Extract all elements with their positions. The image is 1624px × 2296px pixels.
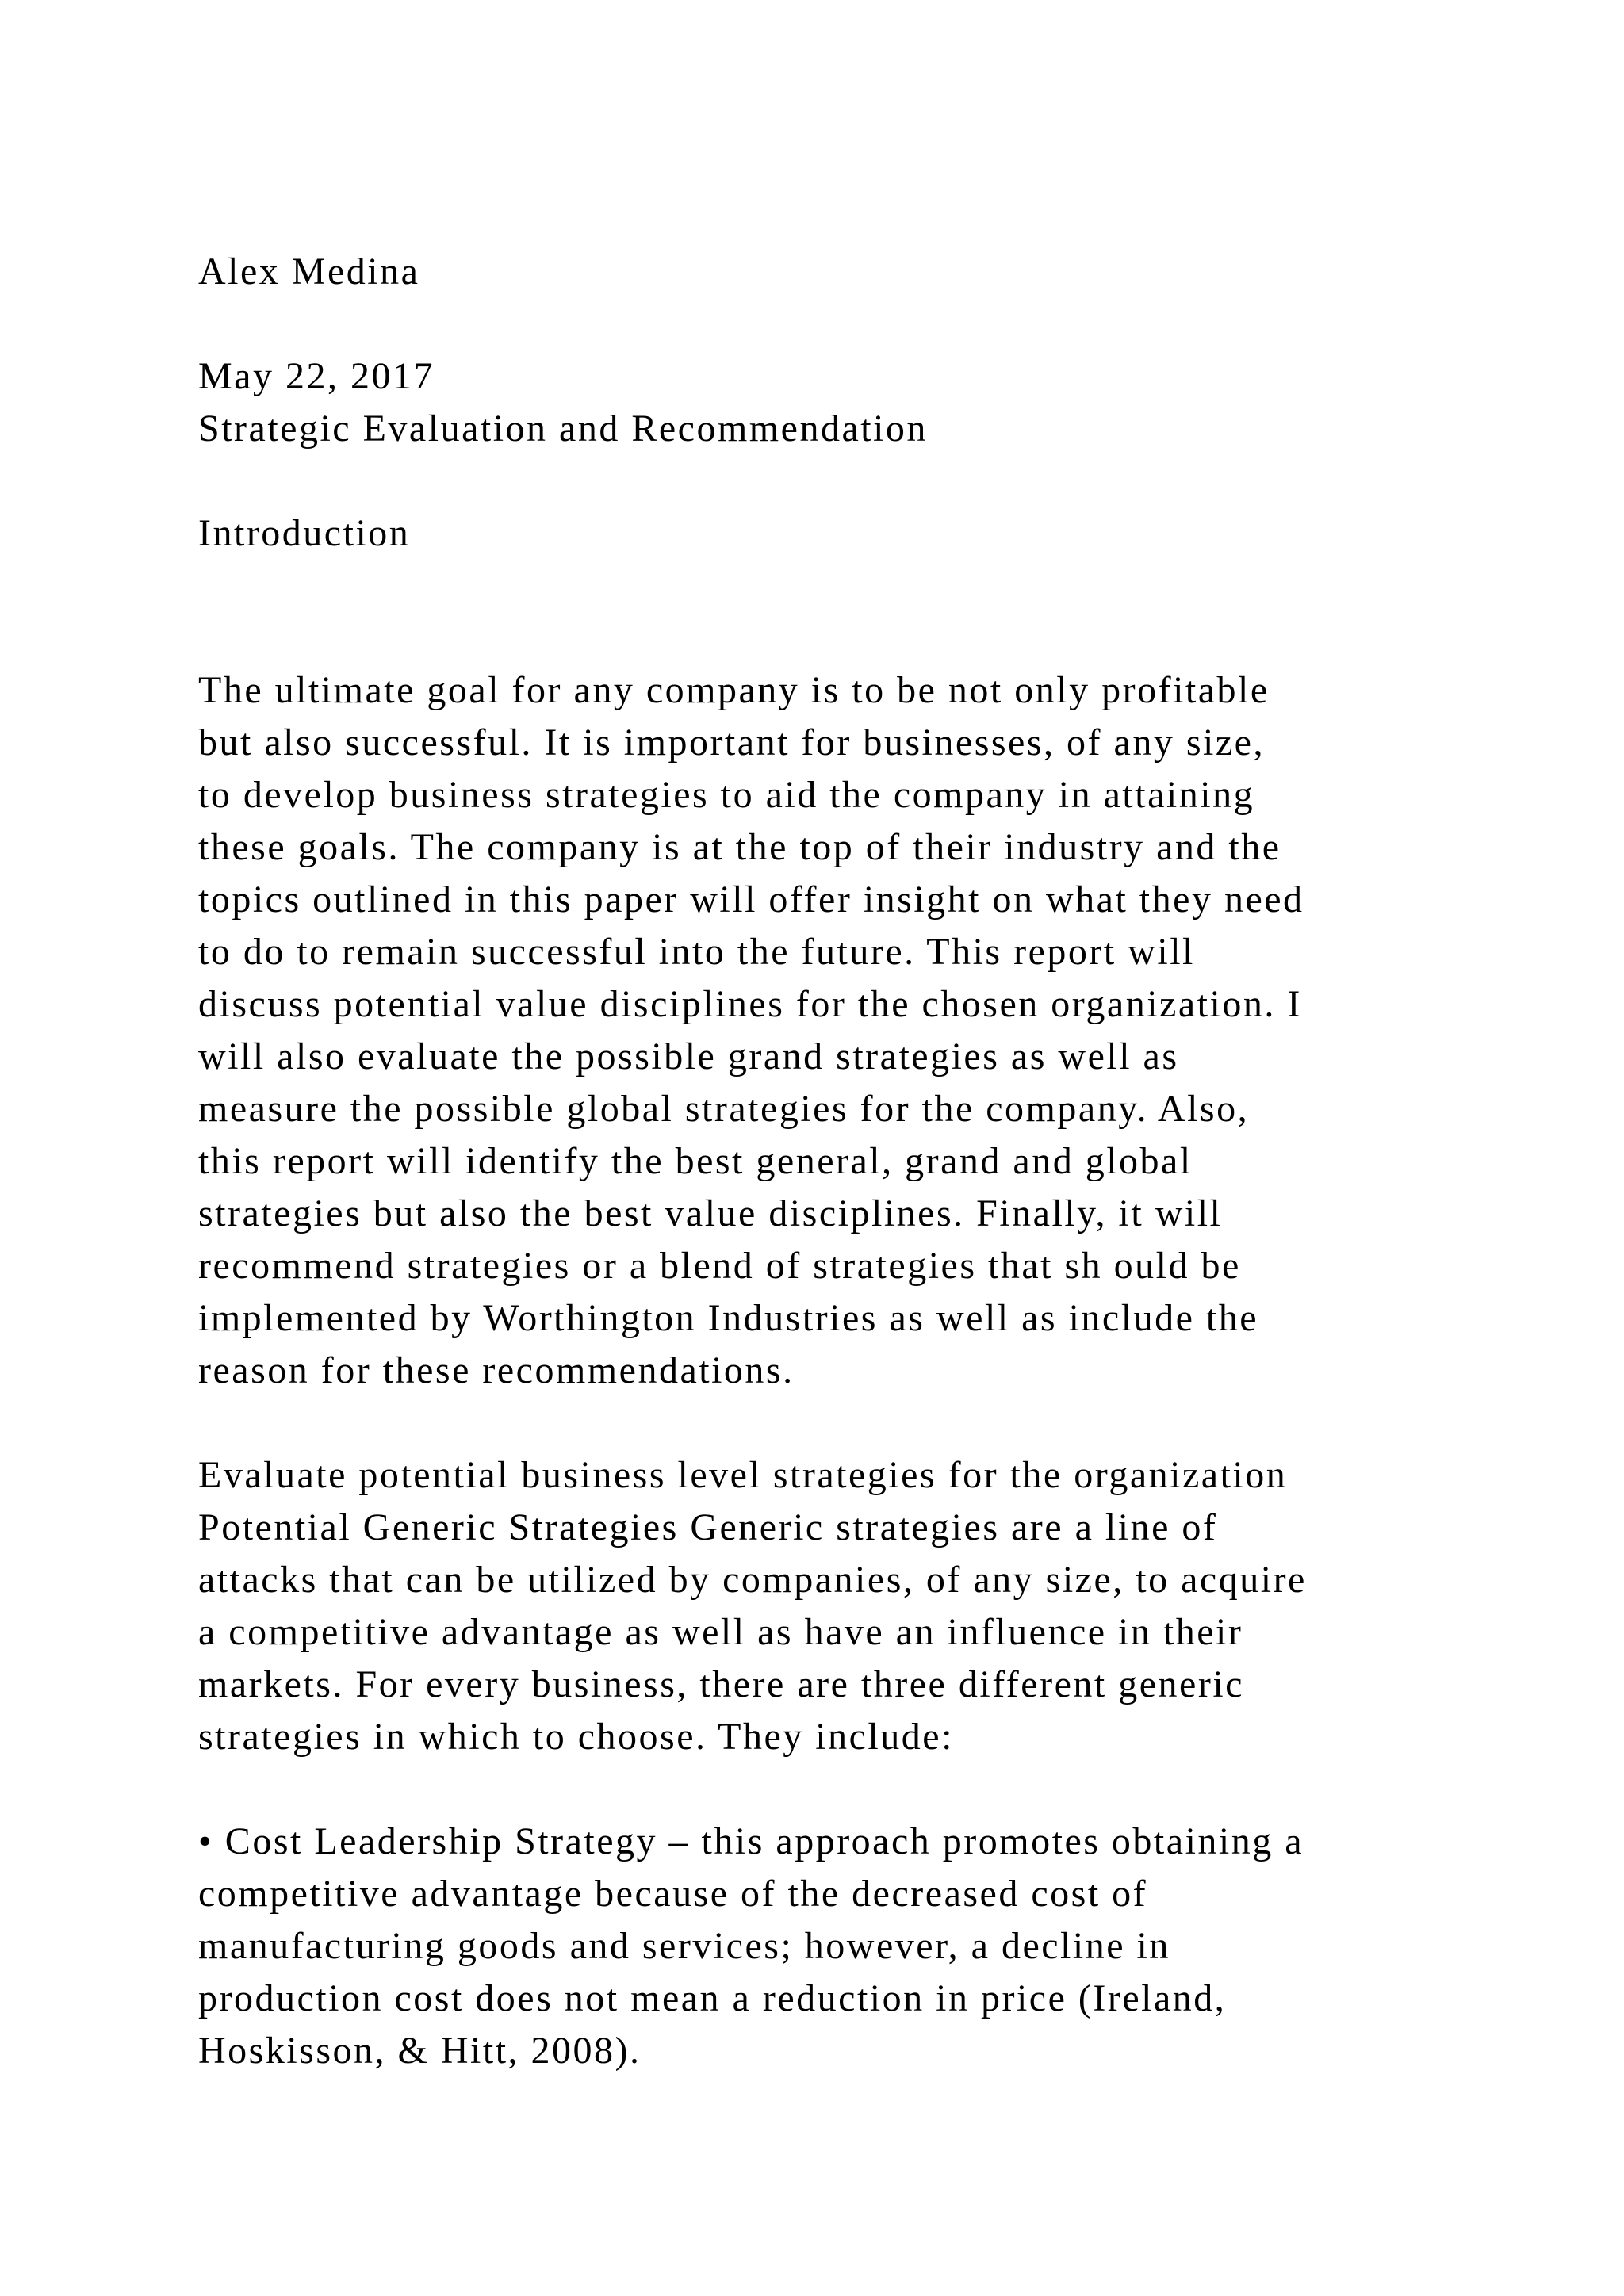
bullet-line: • Cost Leadership Strategy – this approach promotes obtaining a (198, 1820, 1304, 1862)
bullet-line: production cost does not mean a reduction in price (Ireland, (198, 1977, 1227, 2019)
introduction-paragraph (198, 664, 1530, 1397)
paragraph-line: Evaluate potential business level strategies for the organization (198, 1454, 1288, 1496)
paragraph-line: measure the possible global strategies for the company. Also, (198, 1088, 1250, 1130)
paragraph-line: a competitive advantage as well as have an influence in their (198, 1611, 1243, 1653)
paragraph-line: strategies in which to choose. They include: (198, 1716, 954, 1758)
paragraph-line: strategies but also the best value disciplines. Finally, it will (198, 1192, 1223, 1234)
paragraph-line: this report will identify the best general, grand and global (198, 1140, 1193, 1182)
paragraph-line: implemented by Worthington Industries as well as include the (198, 1297, 1259, 1339)
paragraph-line: The ultimate goal for any company is to be not only profitable (198, 669, 1270, 711)
document-date: May 22, 2017 (198, 355, 435, 397)
spacer (198, 560, 1530, 664)
paragraph-line: will also evaluate the possible grand strategies as well as (198, 1035, 1179, 1077)
paragraph-line: discuss potential value disciplines for the chosen organization. I (198, 983, 1302, 1025)
paragraph-line: but also successful. It is important for businesses, of any size, (198, 721, 1265, 763)
paragraph-line: attacks that can be utilized by companies, of any size, to acquire (198, 1559, 1307, 1601)
bullet-line: Hoskisson, & Hitt, 2008). (198, 2030, 642, 2072)
bullet-line: manufacturing goods and services; however, a decline in (198, 1925, 1170, 1967)
author-name: Alex Medina (198, 251, 420, 293)
document-body (198, 246, 1530, 2077)
paragraph-line: to develop business strategies to aid the company in attaining (198, 774, 1255, 816)
introduction-heading: Introduction (198, 512, 411, 554)
paragraph-line: Potential Generic Strategies Generic strategies are a line of (198, 1506, 1218, 1548)
spacer (198, 298, 1530, 350)
paragraph-line: markets. For every business, there are three different generic (198, 1663, 1244, 1705)
paragraph-line: topics outlined in this paper will offer insight on what they need (198, 878, 1304, 920)
paragraph-line: these goals. The company is at the top of their industry and the (198, 826, 1281, 868)
bullet-line: competitive advantage because of the decreased cost of (198, 1873, 1148, 1915)
paragraph-line: to do to remain successful into the future. This report will (198, 931, 1195, 973)
cost-leadership-bullet (198, 1816, 1530, 2077)
document-title: Strategic Evaluation and Recommendation (198, 408, 928, 450)
evaluation-paragraph (198, 1449, 1530, 1763)
paragraph-line: reason for these recommendations. (198, 1349, 795, 1391)
spacer (198, 1397, 1530, 1449)
spacer (198, 455, 1530, 507)
paragraph-line: recommend strategies or a blend of strategies that sh ould be (198, 1245, 1241, 1287)
spacer (198, 1763, 1530, 1816)
